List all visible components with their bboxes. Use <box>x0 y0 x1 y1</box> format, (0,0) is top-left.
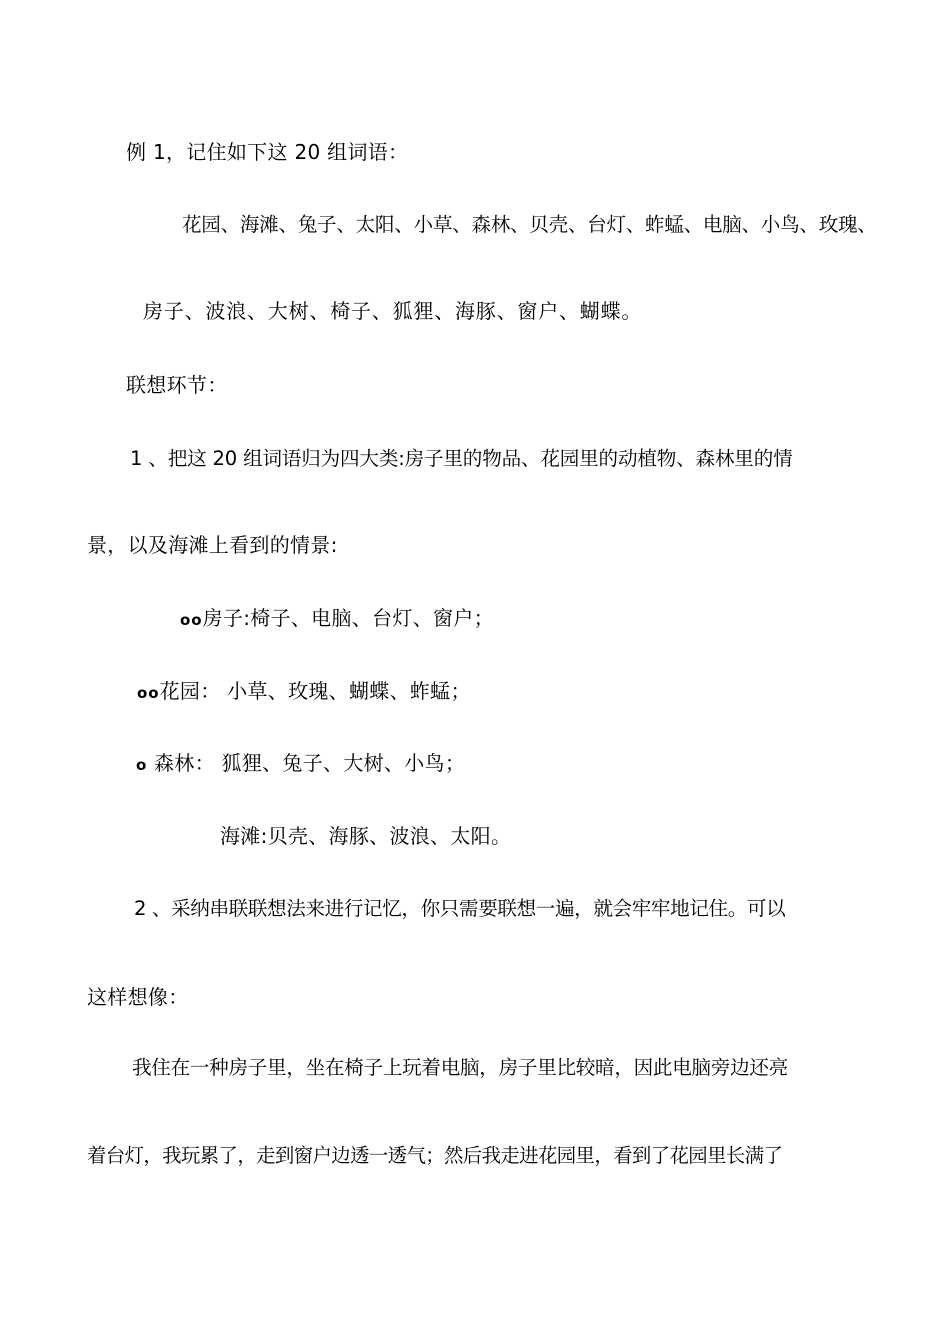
category-beach <box>220 823 511 851</box>
step-2-line-2: 这样想像： <box>87 985 189 1009</box>
step-1-line-2: 景，以及海滩上看到的情景: <box>87 533 338 557</box>
bullet-icon: oo <box>137 684 160 702</box>
category-forest-text: 森林： 狐狸、兔子、大树、小鸟； <box>147 751 466 775</box>
story-line-1: 我住在一种房子里，坐在椅子上玩着电脑，房子里比较暗，因此电脑旁边还亮 <box>132 1056 788 1079</box>
category-forest <box>136 750 465 778</box>
category-garden <box>137 678 471 706</box>
bullet-icon: oo <box>180 611 203 629</box>
example-heading: 例 1，记住如下这 20 组词语： <box>126 140 409 164</box>
step-2-line-1: 2 、采纳串联联想法来进行记忆，你只需要联想一遍，就会牢牢地记住。可以 <box>134 897 786 920</box>
category-garden-text: 花园： 小草、玫瑰、蝴蝶、蚱蜢； <box>159 679 471 703</box>
word-list-line-2: 房子、波浪、大树、椅子、狐狸、海豚、窗户、蝴蝶。 <box>143 299 643 323</box>
story-line-2: 着台灯，我玩累了，走到窗户边透一透气；然后我走进花园里，看到了花园里长满了 <box>87 1144 783 1167</box>
association-heading: 联想环节： <box>126 373 228 397</box>
bullet-icon: o <box>136 756 148 774</box>
word-list-line-1: 花园、海滩、兔子、太阳、小草、森林、贝壳、台灯、蚱蜢、电脑、小鸟、玫瑰、 <box>182 213 877 236</box>
step-1-line-1: 1 、把这 20 组词语归为四大类:房子里的物品、花园里的动植物、森林里的情 <box>130 447 793 470</box>
category-house <box>180 605 494 633</box>
category-house-text: 房子:椅子、电脑、台灯、窗户； <box>202 606 494 630</box>
category-beach-text: 海滩:贝壳、海豚、波浪、太阳。 <box>220 824 512 848</box>
